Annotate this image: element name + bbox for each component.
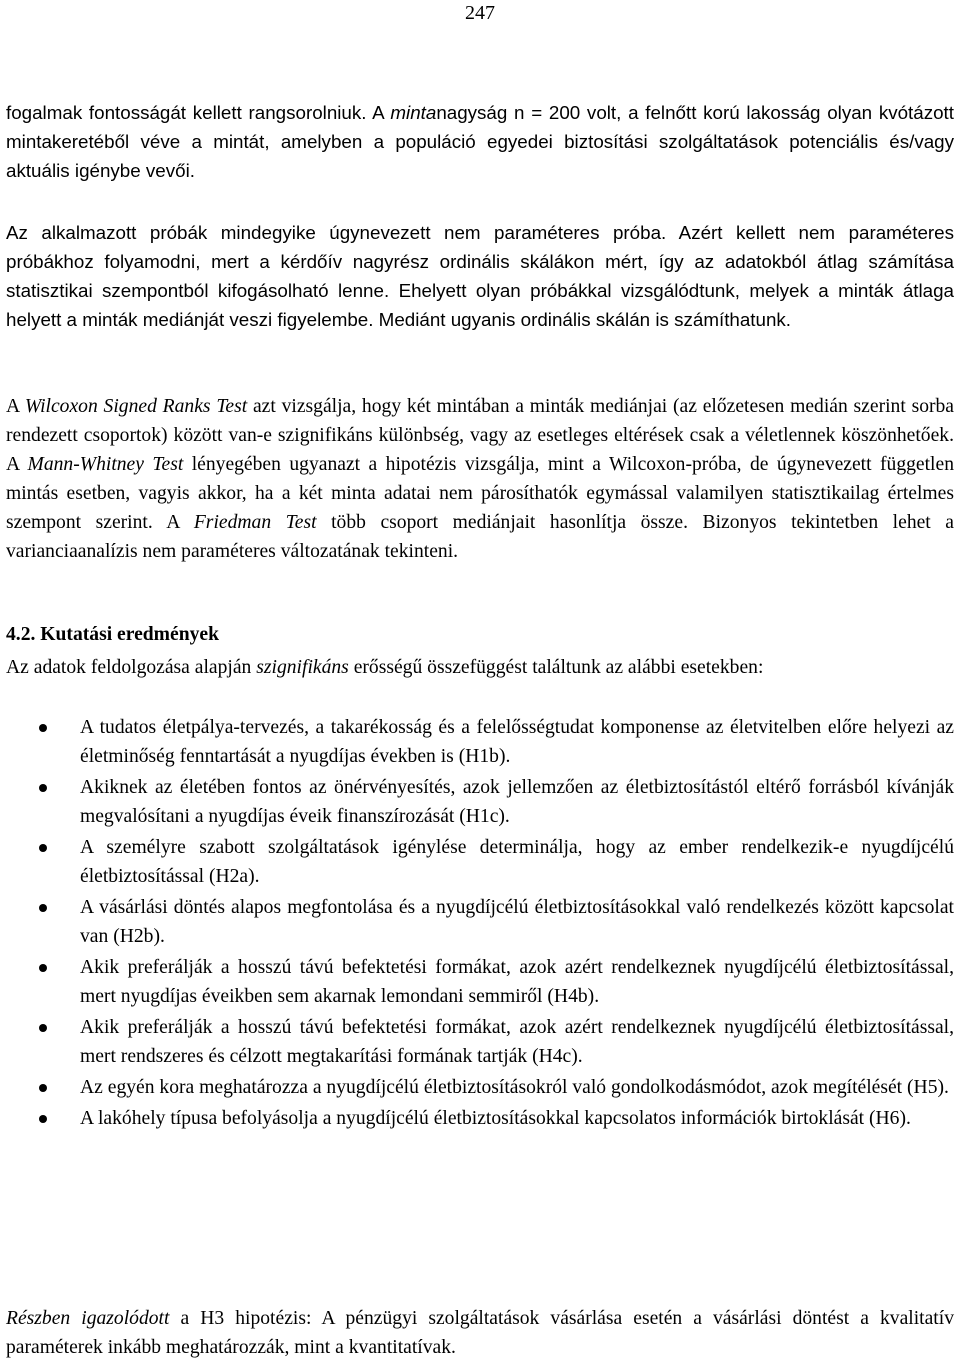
bullet-icon xyxy=(39,784,47,792)
friedman-test-name: Friedman Test xyxy=(193,512,317,533)
list-item xyxy=(6,893,954,951)
intro-text-1: Az adatok feldolgozása alapján xyxy=(6,657,257,678)
list-item xyxy=(6,953,954,1011)
list-item-text: Akik preferálják a hosszú távú befektetési formákat, azok azért rendelkeznek nyugdíjcélú életbiztosítással, mert rendszeres és célzott megtakarítási formának tartják (H4c). xyxy=(80,1017,954,1067)
list-item xyxy=(6,833,954,891)
bullet-icon xyxy=(39,844,47,852)
sample-text-rest: nagyság n = 200 volt, a felnőtt korú lakosság olyan kvótázott mintakeretéből véve a mintát, amelyben a populáció egyedei biztosítási szolgáltatások potenciális és/vagy aktuális igénybe vevői. xyxy=(6,102,954,181)
bullet-icon xyxy=(39,1024,47,1032)
sample-text-start: fogalmak fontosságát kellett rangsorolniuk. A xyxy=(6,102,391,123)
list-item-text: Akiknek az életében fontos az önérvényesítés, azok jellemzően az életbiztosítástól eltérő forrásból kívánják megvalósítani a nyugdíjas éveik finanszírozását (H1c). xyxy=(80,777,954,827)
list-item-text: Az egyén kora meghatározza a nyugdíjcélú életbiztosításokról való gondolkodásmódot, azok megítélését (H5). xyxy=(80,1077,949,1098)
intro-italic-word: szignifikáns xyxy=(256,657,349,678)
paragraph-tests: Az alkalmazott próbák mindegyike úgynevezett nem paraméteres próba. Azért kellett nem paraméteres próbákhoz folyamodni, mert a kérdőív nagyrész ordinális skálákon mért, így az adatokból átlag számítása statisztikai szempontból kifogásolható lenne. Ehelyett olyan próbákkal vizsgálódtunk, melyek a minták átlaga helyett a minták mediánját veszi figyelembe. Mediánt ugyanis ordinális skálán is számíthatunk. xyxy=(6,222,954,330)
tests-text-1: A xyxy=(6,396,25,417)
list-item xyxy=(6,1013,954,1071)
list-item xyxy=(6,1073,954,1102)
sample-italic-word: minta xyxy=(390,102,437,123)
page-number: 247 xyxy=(465,2,495,24)
bullet-icon xyxy=(39,964,47,972)
list-item-text: A vásárlási döntés alapos megfontolása és a nyugdíjcélú életbiztosításokkal való rendelkezés között kapcsolat van (H2b). xyxy=(80,897,954,947)
section-heading xyxy=(6,624,219,646)
conclusion-text: a H3 hipotézis: A pénzügyi szolgáltatások vásárlása esetén a vásárlási döntést a kvalitatív paraméterek inkább meghatározzák, mint a kvantitatívak. xyxy=(6,1308,954,1358)
paragraph-conclusion xyxy=(6,1304,954,1362)
wilcoxon-test-name: Wilcoxon Signed Ranks Test xyxy=(24,396,248,417)
bullet-icon xyxy=(39,724,47,732)
bullet-icon xyxy=(39,904,47,912)
section-number: 4.2. xyxy=(6,624,36,645)
list-item xyxy=(6,713,954,771)
paragraph-sample xyxy=(6,98,954,185)
tests-text-3: lényegében ugyanazt a hipotézis vizsgálja, mint a Wilcoxon-próba, de úgynevezett független mintás esetben, vagyis akkor, ha a két minta adatai nem párosíthatók egymással valamilyen statisztikailag értelmes szempont szerint. A xyxy=(6,454,954,533)
mann-whitney-test-name: Mann-Whitney Test xyxy=(27,454,184,475)
list-item-text: A személyre szabott szolgáltatások igénylése determinálja, hogy az ember rendelkezik-e nyugdíjcélú életbiztosítással (H2a). xyxy=(80,837,954,887)
list-item xyxy=(6,773,954,831)
tests-text-4: több csoport mediánjait hasonlítja össze. Bizonyos tekintetben lehet a varianciaanalízis nem paraméteres változatának tekinteni. xyxy=(6,512,954,562)
bullet-icon xyxy=(39,1084,47,1092)
tests-text-2: azt vizsgálja, hogy két mintában a minták mediánjai (az előzetesen medián szerint sorba rendezett csoportok) között van-e szignifikáns különbség, vagy az esetleges eltérések csak a véletlennek köszönhetőek. A xyxy=(6,396,955,475)
conclusion-italic: Részben igazolódott xyxy=(6,1308,170,1329)
bullet-icon xyxy=(39,1115,47,1123)
results-list xyxy=(6,713,954,1135)
list-item-text: A lakóhely típusa befolyásolja a nyugdíjcélú életbiztosításokkal kapcsolatos információk birtoklását (H6). xyxy=(80,1108,911,1129)
paragraph-results-intro xyxy=(6,653,954,682)
list-item-text: A tudatos életpálya-tervezés, a takarékosság és a felelősségtudat komponense az életvitelben előre helyezi az életminőség fenntartását a nyugdíjas években is (H1b). xyxy=(80,717,954,767)
list-item-text: Akik preferálják a hosszú távú befektetési formákat, azok azért rendelkeznek nyugdíjcélú életbiztosítással, mert nyugdíjas éveikben sem akarnak lemondani semmiről (H4b). xyxy=(80,957,954,1007)
intro-text-2: erősségű összefüggést találtunk az alábbi esetekben: xyxy=(348,657,764,678)
list-item xyxy=(6,1104,954,1133)
paragraph-test-descriptions xyxy=(6,392,954,566)
section-title: Kutatási eredmények xyxy=(40,624,219,645)
